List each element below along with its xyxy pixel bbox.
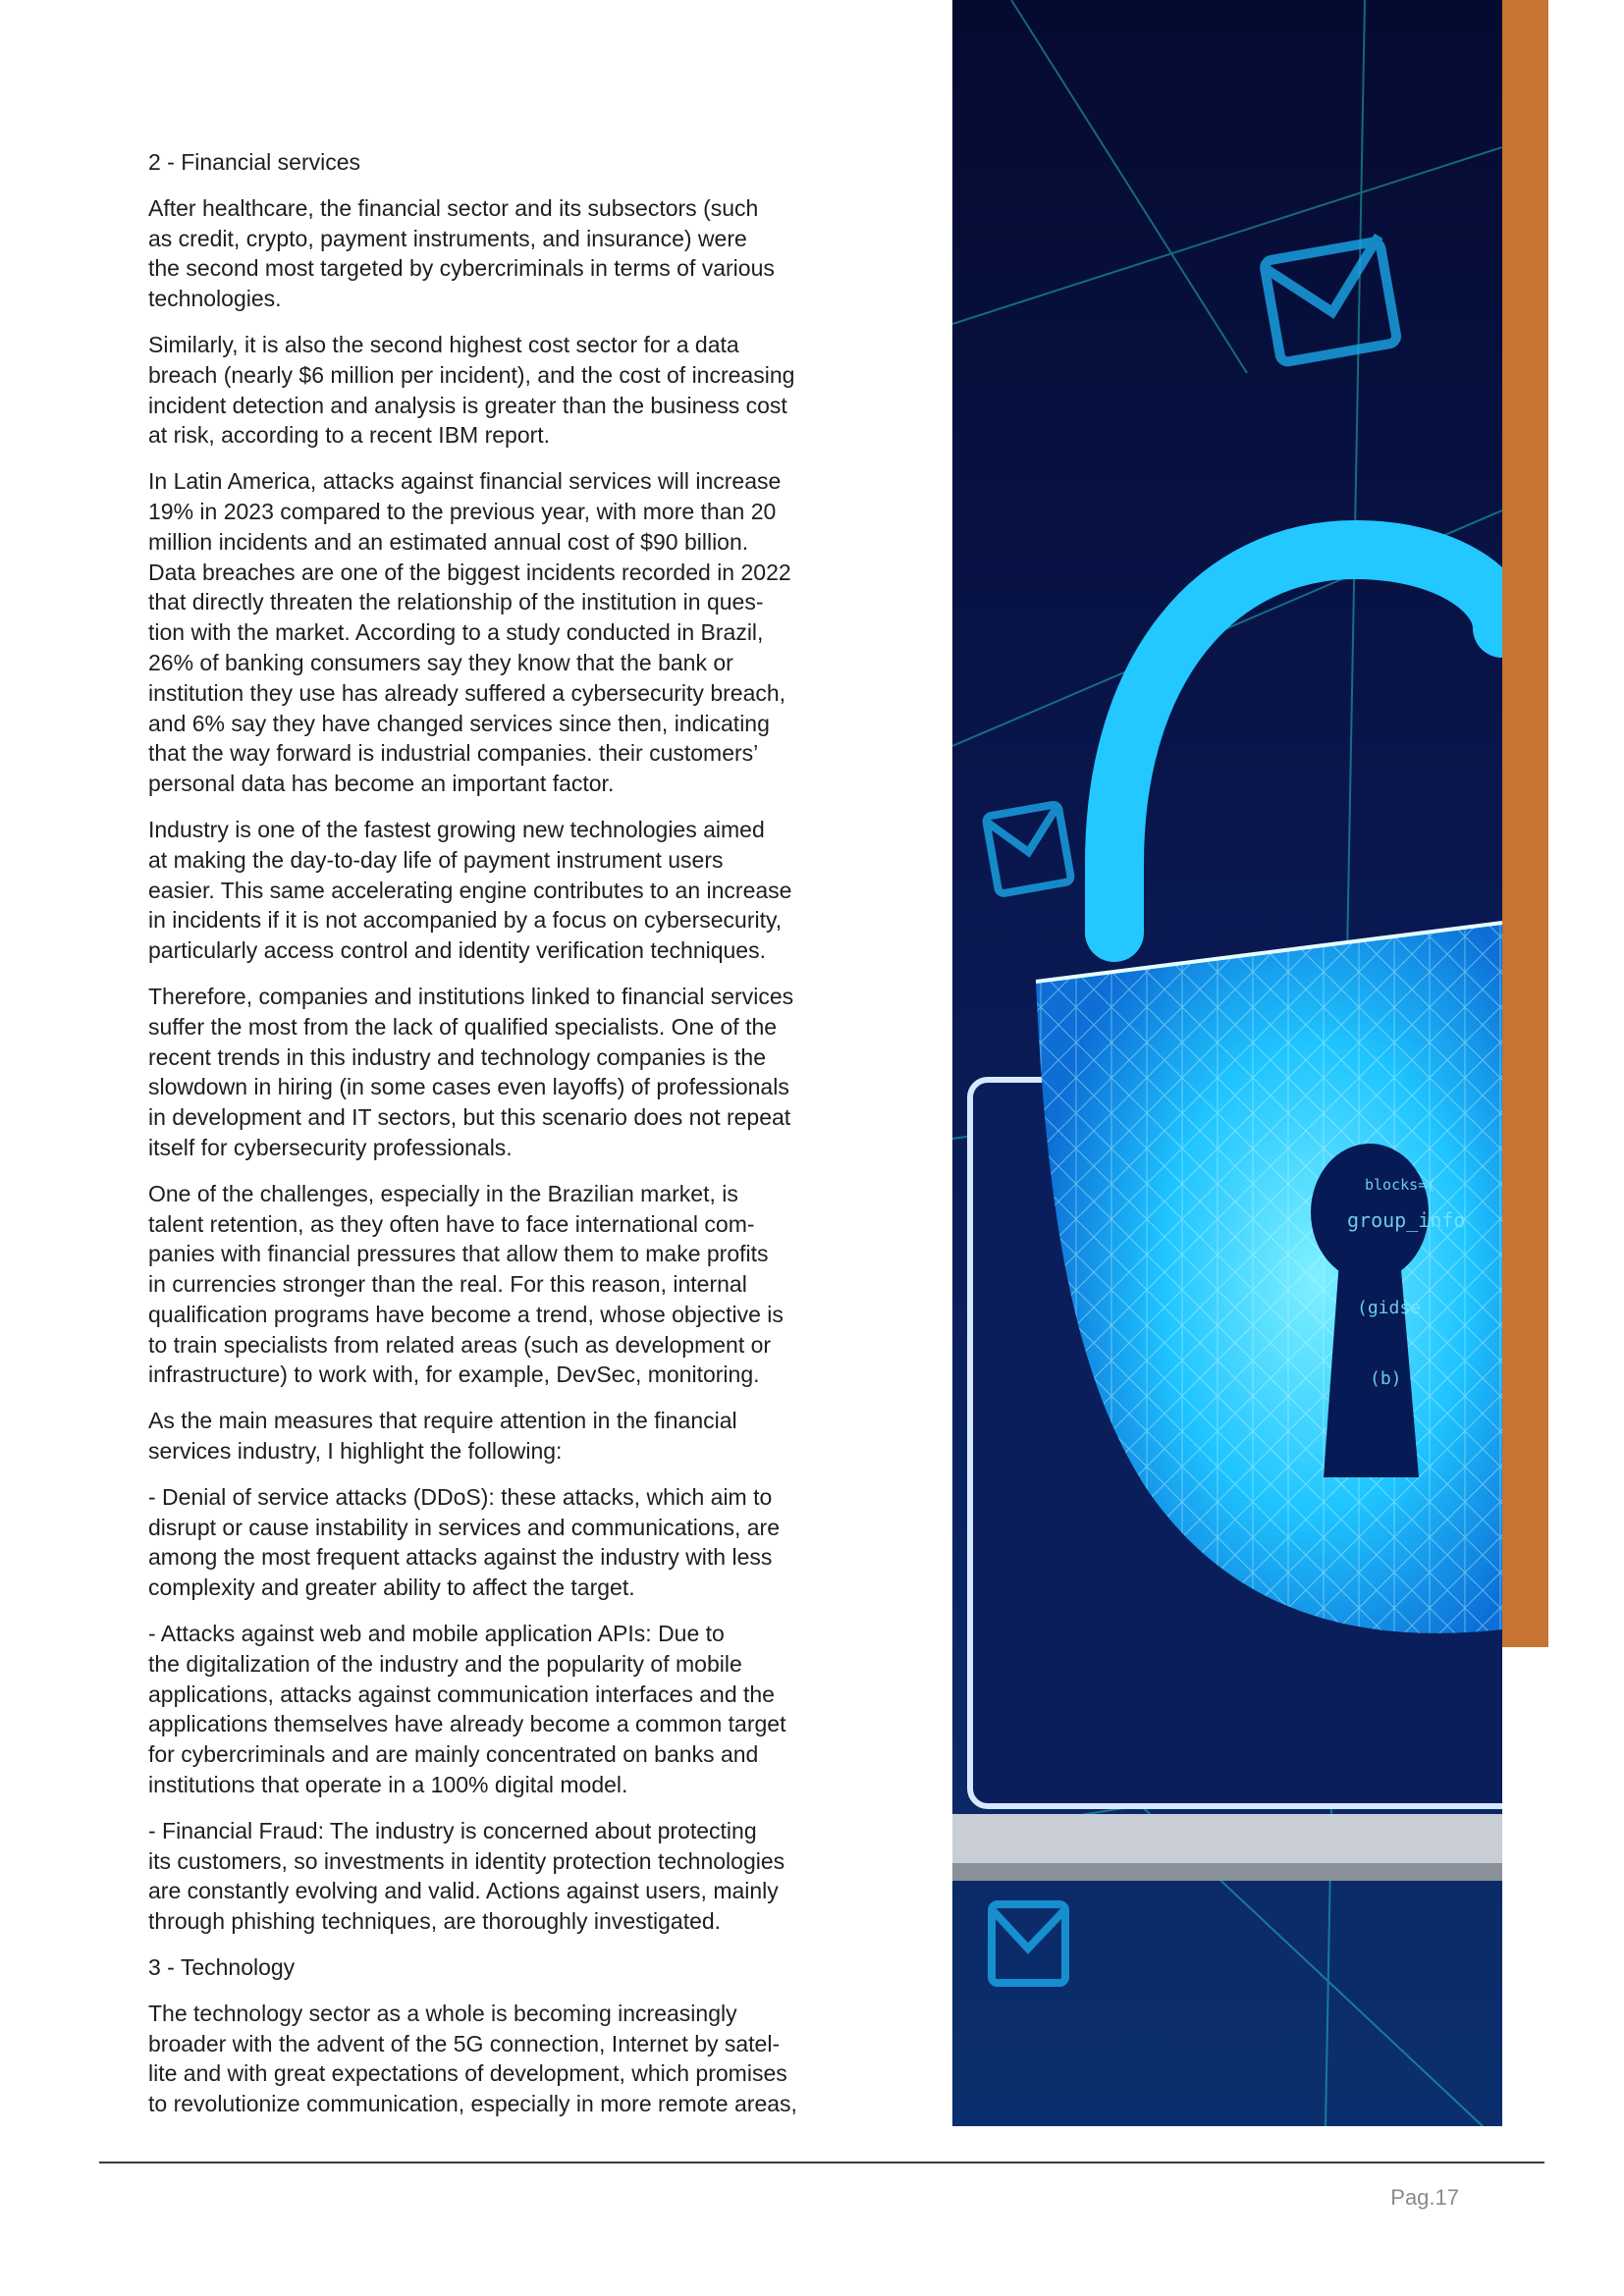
screen-code-text: blocks=( (1365, 1176, 1436, 1194)
section-heading-financial-services: 2 - Financial services (148, 149, 361, 175)
footer-divider (99, 2162, 1544, 2163)
list-item-financial-fraud: - Financial Fraud: The industry is concerned about protecting its customers, so investments in identity protection technologies are constantly evolving and valid. Actions against users, mainly through phishing techniques, are thoroughly investigated. (148, 1817, 785, 1935)
paragraph: The technology sector as a whole is becoming increasingly broader with the advent of the 5G connection, Internet by satel- lite and with great expectations of development, which promises to revolutionize communication, especially in more remote areas, (148, 2000, 797, 2117)
paragraph: Similarly, it is also the second highest cost sector for a data breach (nearly $6 million per incident), and the cost of increasing incident detection and analysis is greater than the business cost at risk, according to a recent IBM report. (148, 331, 795, 449)
cybersecurity-lock-image (952, 0, 1502, 2126)
paragraph: In Latin America, attacks against financial services will increase 19% in 2023 compared to the previous year, with more than 20 million incidents and an estimated annual cost of $90 billion. Data breaches are one of the biggest incidents recorded in 2022 that directly threaten the relationship of the institution in ques- tion with the market. According to a study conducted in Brazil, 26% of banking consumers say they know that the bank or institution they use has already suffered a cybersecurity breach, and 6% say they have changed services since then, indicating that the way forward is industrial companies. their customers’ personal data has become an important factor. (148, 468, 791, 797)
list-item-api-attacks: - Attacks against web and mobile application APIs: Due to the digitalization of the industry and the popularity of mobile applications, attacks against communication interfaces and the applications themselves have already become a common target for cybercriminals and are mainly concentrated on banks and institutions that operate in a 100% digital model. (148, 1621, 786, 1798)
page-number: Pag.17 (1390, 2185, 1459, 2210)
paragraph: As the main measures that require attention in the financial services industry, I highlight the following: (148, 1408, 737, 1465)
screen-code-text: (gidse (1357, 1298, 1422, 1318)
paragraph: After healthcare, the financial sector and its subsectors (such as credit, crypto, payment instruments, and insurance) were the second most targeted by cybercriminals in terms of various technologies. (148, 194, 775, 312)
article-body (148, 147, 875, 2135)
section-heading-technology: 3 - Technology (148, 1954, 296, 1981)
screen-code-text: group_info (1347, 1208, 1466, 1232)
screen-code-text: (b) (1370, 1368, 1402, 1389)
paragraph: Industry is one of the fastest growing new technologies aimed at making the day-to-day life of payment instrument users easier. This same accelerating engine contributes to an increase in incidents if it is not accompanied by a focus on cybersecurity, particularly access control and identity verification techniques. (148, 816, 792, 964)
paragraph: One of the challenges, especially in the Brazilian market, is talent retention, as they often have to face international com- panies with financial pressures that allow them to make profits in currencies stronger than the real. For this reason, internal qualification programs have become a trend, whose objective is to train specialists from related areas (such as development or infrastructure) to work with, for example, DevSec, monitoring. (148, 1180, 784, 1388)
paragraph: Therefore, companies and institutions linked to financial services suffer the most from the lack of qualified specialists. One of the recent trends in this industry and technology companies is the slowdown in hiring (in some cases even layoffs) of professionals in development and IT sectors, but this scenario does not repeat itself for cybersecurity professionals. (148, 983, 794, 1160)
list-item-ddos: - Denial of service attacks (DDoS): these attacks, which aim to disrupt or cause instability in services and communications, are among the most frequent attacks against the industry with less complexity and greater ability to affect the target. (148, 1483, 781, 1601)
accent-bar (1502, 0, 1548, 1647)
